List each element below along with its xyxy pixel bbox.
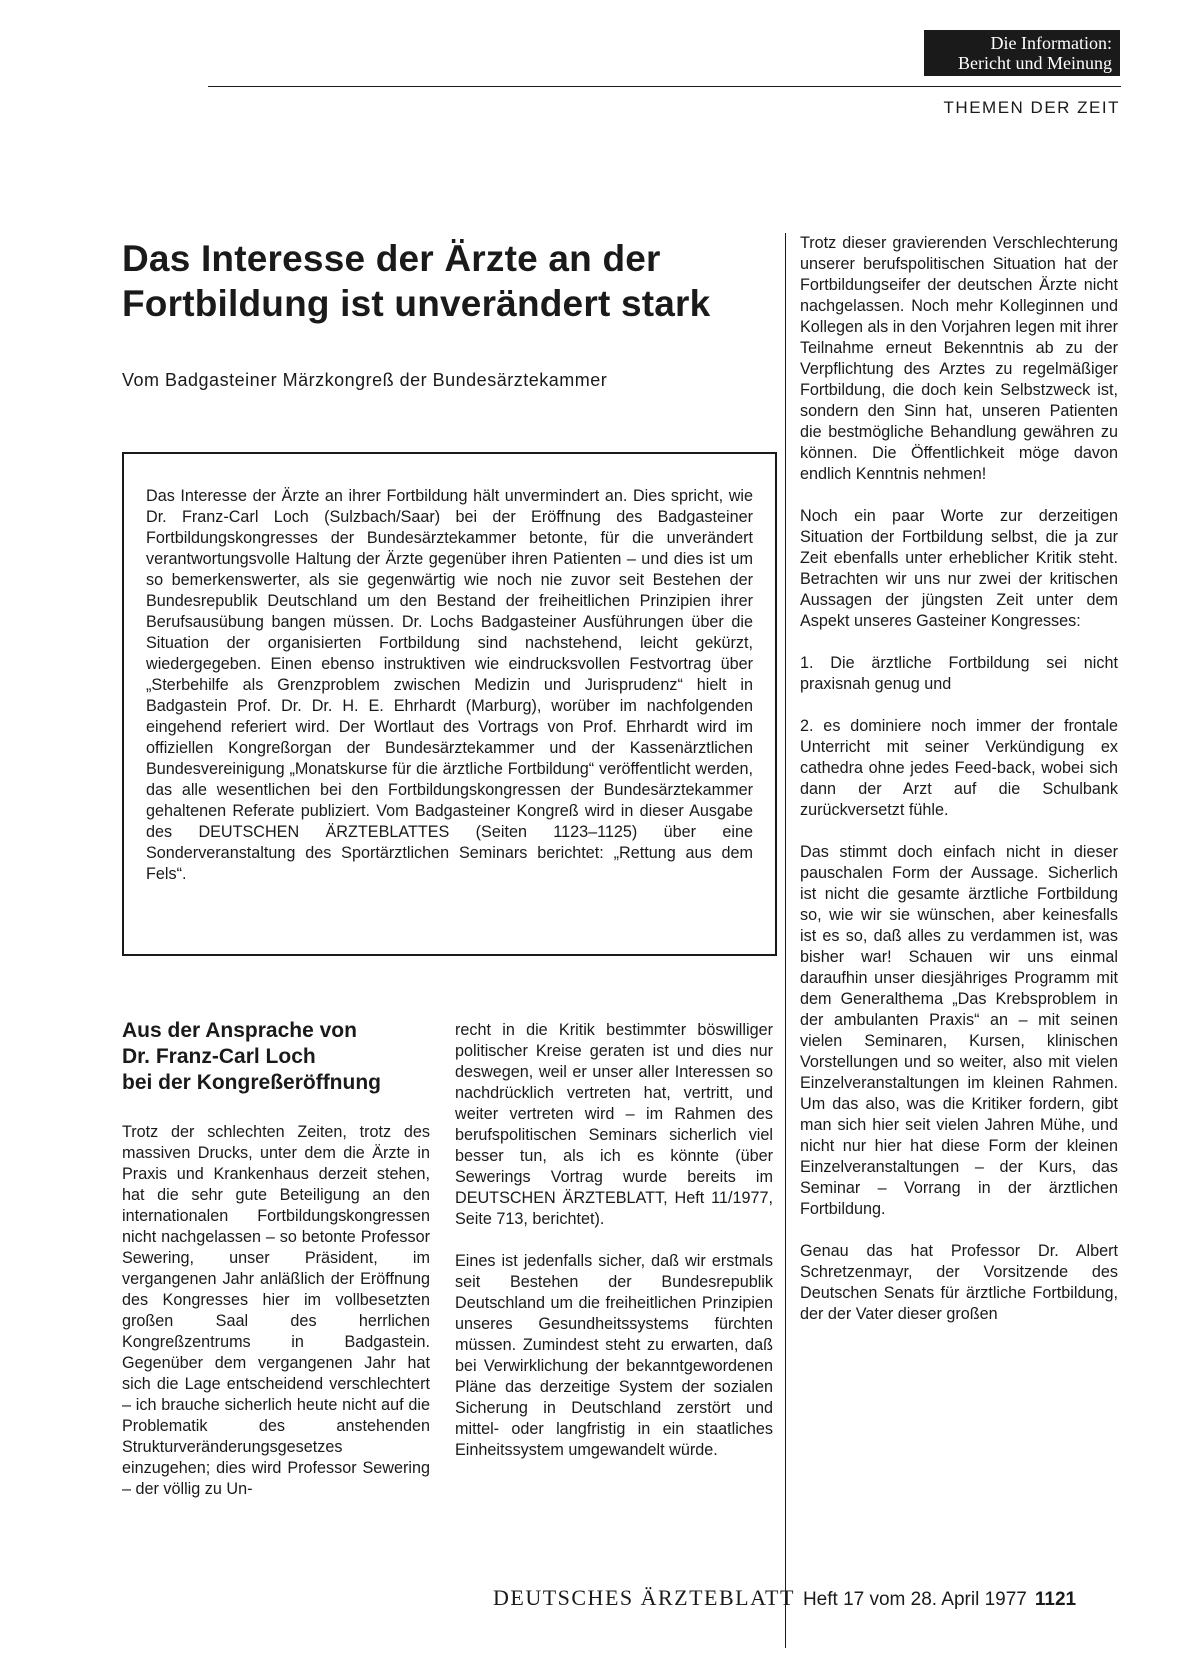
section-badge	[924, 30, 1120, 76]
header-rule	[208, 86, 1121, 87]
issue-info: Heft 17 vom 28. April 1977	[802, 1589, 1027, 1610]
section-heading-line: bei der Kongreßeröffnung	[122, 1071, 381, 1094]
middle-column	[455, 1020, 773, 1482]
section-label: THEMEN DER ZEIT	[943, 98, 1120, 117]
paragraph: recht in die Kritik bestimmter böswilliger politischer Kreise geraten ist und dies nur deswegen, weil er unser aller Interessen so nachdrücklich vertreten hat, vertritt, und weiter vertreten wird – im Rahmen des berufspolitischen Seminars sicherlich viel besser tun, als ich es könnte (über Sewerings Vortrag wurde bereits im DEUTSCHEN ÄRZTEBLATT, Heft 11/1977, Seite 713, berichtet).	[455, 1021, 773, 1228]
paragraph: Trotz dieser gravierenden Verschlechterung unserer berufspolitischen Situation hat der Fortbildungseifer der deutschen Ärzte nicht nachgelassen. Noch mehr Kolleginnen und Kollegen als in den Vorjahren legen mit ihrer Teilnahme erneut Bekenntnis ab zu der Verpflichtung des Arztes zu regelmäßiger Fortbildung, die doch kein Selbstzweck ist, sondern den Sinn hat, unseren Patienten die bestmögliche Behandlung gewähren zu können. Die Öffentlichkeit möge davon endlich Kenntnis nehmen!	[800, 234, 1118, 483]
article-title: Das Interesse der Ärzte an der Fortbildung ist unverändert stark	[122, 238, 711, 324]
paragraph: Trotz der schlechten Zeiten, trotz des massiven Drucks, unter dem die Ärzte in Praxis und Krankenhaus derzeit stehen, hat die sehr gute Beteiligung an den internationalen Fortbildungskongressen nicht nachgelassen – so betonte Professor Sewering, unser Präsident, im vergangenen Jahr anläßlich der Eröffnung des Kongresses hier im vollbesetzten großen Saal des herrlichen Kongreßzentrums in Badgastein. Gegenüber dem vergangenen Jahr hat sich die Lage entscheidend verschlechtert – ich brauche sicherlich heute nicht auf die Problematik des anstehenden Strukturveränderungsgesetzes einzugehen; dies wird Professor Sewering – der völlig zu Un-	[122, 1123, 430, 1498]
right-column	[800, 233, 1118, 1346]
paragraph: Das stimmt doch einfach nicht in dieser pauschalen Form der Aussage. Sicherlich ist nicht die gesamte ärztliche Fortbildung so, wie wir sie wünschen, aber keinesfalls ist es so, daß alles zu verdammen ist, was bisher war! Schauen wir uns einmal daraufhin unser diesjähriges Programm mit dem Generalthema „Das Krebsproblem in der ambulanten Praxis“ an – mit seinen vielen Seminaren, Kursen, klinischen Vorstellungen und so weiter, also mit vielen Einzelveranstaltungen im kleinen Rahmen. Um das also, was die Kritiker fordern, gibt man sich hier seit vielen Jahren Mühe, und nicht nur hier hat diese Form der kleinen Einzelveranstaltungen – der Kurs, das Seminar – Vorrang in der ärztlichen Fortbildung.	[800, 843, 1118, 1218]
section-heading	[122, 1018, 430, 1096]
section-heading-line: Dr. Franz-Carl Loch	[122, 1045, 316, 1068]
badge-line-2: Bericht und Meinung	[958, 53, 1112, 73]
page-number: 1121	[1034, 1589, 1077, 1610]
journal-name: DEUTSCHES ÄRZTEBLATT	[493, 1585, 795, 1610]
badge-line-1: Die Information:	[990, 33, 1112, 53]
left-column	[122, 1018, 430, 1521]
paragraph: 2. es dominiere noch immer der frontale Unterricht mit seiner Verkündigung ex cathedra ohne jedes Feed-back, wobei sich dann der Arzt auf die Schulbank zurückversetzt fühle.	[800, 717, 1118, 819]
paragraph: Noch ein paar Worte zur derzeitigen Situation der Fortbildung selbst, die ja zur Zeit ebenfalls unter erheblicher Kritik steht. Betrachten wir uns nur zwei der kritischen Aussagen der jüngsten Zeit unter dem Aspekt unseres Gasteiner Kongresses:	[800, 507, 1118, 630]
paragraph: Genau das hat Professor Dr. Albert Schretzenmayr, der Vorsitzende des Deutschen Senats für ärztliche Fortbildung, der der Vater dieser großen	[800, 1242, 1118, 1323]
column-divider	[785, 233, 786, 1648]
page-footer	[493, 1586, 1121, 1612]
article-subtitle: Vom Badgasteiner Märzkongreß der Bundesärztekammer	[122, 370, 608, 390]
section-heading-line: Aus der Ansprache von	[122, 1019, 357, 1042]
teaser-text: Das Interesse der Ärzte an ihrer Fortbildung hält unvermindert an. Dies spricht, wie Dr. Franz-Carl Loch (Sulzbach/Saar) bei der Eröffnung des Badgasteiner Fortbildungskongresses der Bundesärztekammer betonte, für die unverändert verantwortungsvolle Haltung der Ärzte gegenüber ihren Patienten – und dies ist um so bemerkenswerter, als sie gegenwärtig wie noch nie zuvor seit Bestehen der Bundesrepublik Deutschland um den Bestand der freiheitlichen Prinzipien ihrer Berufsausübung bangen müssen. Dr. Lochs Badgasteiner Ausführungen über die Situation der organisierten Fortbildung sind nachstehend, leicht gekürzt, wiedergegeben. Einen ebenso instruktiven wie eindrucksvollen Festvortrag über „Sterbehilfe als Grenzproblem zwischen Medizin und Jurisprudenz“ hielt in Badgastein Prof. Dr. Dr. H. E. Ehrhardt (Marburg), worüber im nachfolgenden eingehend referiert wird. Der Wortlaut des Vortrags von Prof. Ehrhardt wird im offiziellen Kongreßorgan der Bundesärztekammer und der Kassenärztlichen Bundesvereinigung „Monatskurse für die ärztliche Fortbildung“ veröffentlicht werden, das alle wesentlichen bei den Fortbildungskongressen der Bundesärztekammer gehaltenen Referate publiziert. Vom Badgasteiner Kongreß wird in dieser Ausgabe des DEUTSCHEN ÄRZTEBLATTES (Seiten 1123–1125) über eine Sonderveranstaltung des Sportärztlichen Seminars berichtet: „Rettung aus dem Fels“.	[146, 487, 753, 883]
paragraph: 1. Die ärztliche Fortbildung sei nicht praxisnah genug und	[800, 654, 1118, 693]
teaser-box	[122, 452, 777, 956]
paragraph: Eines ist jedenfalls sicher, daß wir erstmals seit Bestehen der Bundesrepublik Deutschland um die freiheitlichen Prinzipien unseres Gesundheitssystems fürchten müssen. Zumindest steht zu erwarten, daß bei Verwirklichung der bekanntgewordenen Pläne das derzeitige System der sozialen Sicherung in Deutschland zerstört und mittel- oder langfristig in ein staatliches Einheitssystem umgewandelt würde.	[455, 1252, 773, 1459]
